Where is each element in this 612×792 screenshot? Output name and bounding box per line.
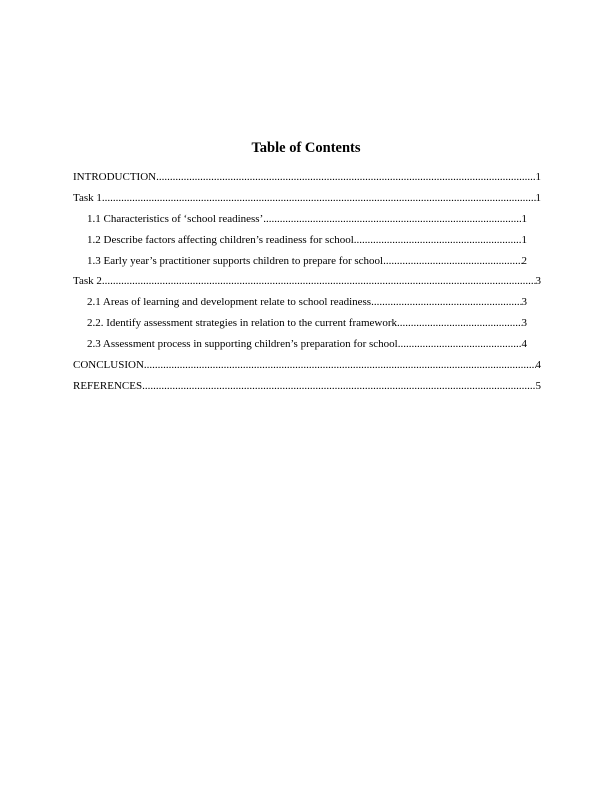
toc-title: Table of Contents — [251, 140, 361, 156]
toc-page-number: 1 — [521, 233, 527, 246]
toc-page-number: 1 — [521, 212, 527, 225]
toc-dot-leader — [263, 212, 521, 226]
toc-entry-text: 1.1 Characteristics of ‘school readiness’ — [87, 212, 264, 225]
toc-entry-text: 1.2 Describe factors affecting children’s readiness for school — [87, 233, 354, 246]
toc-entry-2-3[interactable] — [73, 337, 527, 358]
toc-entry-introduction[interactable] — [73, 170, 541, 191]
toc-entry-text: Task 1 — [73, 191, 102, 204]
toc-entry-text: 2.2. Identify assessment strategies in relation to the current framework — [87, 317, 398, 330]
toc-dot-leader — [398, 337, 522, 351]
toc-dot-leader — [102, 191, 536, 205]
toc-entry-text: CONCLUSION — [73, 359, 144, 372]
toc-entry-text: INTRODUCTION — [73, 171, 157, 183]
toc-dot-leader — [371, 295, 521, 309]
toc-entry-conclusion[interactable] — [73, 358, 541, 379]
toc-dot-leader — [383, 254, 521, 268]
toc-entry-text: 1.3 Early year’s practitioner supports children to prepare for school — [87, 254, 384, 267]
toc-dot-leader — [156, 170, 535, 184]
toc-page-number: 4 — [521, 338, 527, 351]
toc-page-number: 3 — [535, 275, 541, 288]
toc-entry-1-1[interactable] — [73, 212, 527, 233]
toc-dot-leader — [102, 274, 536, 288]
toc-page-number: 3 — [521, 317, 527, 330]
toc-entry-1-2[interactable] — [73, 233, 527, 254]
toc-entry-text: Task 2 — [73, 275, 102, 288]
toc-page-number: 4 — [535, 359, 541, 372]
toc-page-number: 2 — [521, 254, 527, 267]
toc-entry-task-2[interactable] — [73, 274, 541, 295]
toc-entry-1-3[interactable] — [73, 254, 527, 275]
toc-entry-text: REFERENCES — [73, 379, 143, 392]
toc-page-number: 1 — [535, 191, 541, 204]
toc-entry-text: 2.1 Areas of learning and development relate to school readiness — [87, 296, 372, 309]
toc-entry-text: 2.3 Assessment process in supporting children’s preparation for school — [87, 338, 398, 351]
toc-dot-leader — [144, 358, 536, 372]
toc-entry-references[interactable] — [73, 379, 541, 400]
toc-dot-leader — [397, 316, 521, 330]
toc-page-number: 3 — [521, 296, 527, 309]
toc-page-number: 5 — [535, 379, 541, 392]
toc-entry-2-2[interactable] — [73, 316, 527, 337]
toc-entry-2-1[interactable] — [73, 295, 527, 316]
table-of-contents — [73, 170, 541, 400]
toc-page-number: 1 — [535, 171, 541, 183]
toc-dot-leader — [142, 379, 535, 393]
toc-dot-leader — [354, 233, 522, 247]
toc-entry-task-1[interactable] — [73, 191, 541, 212]
